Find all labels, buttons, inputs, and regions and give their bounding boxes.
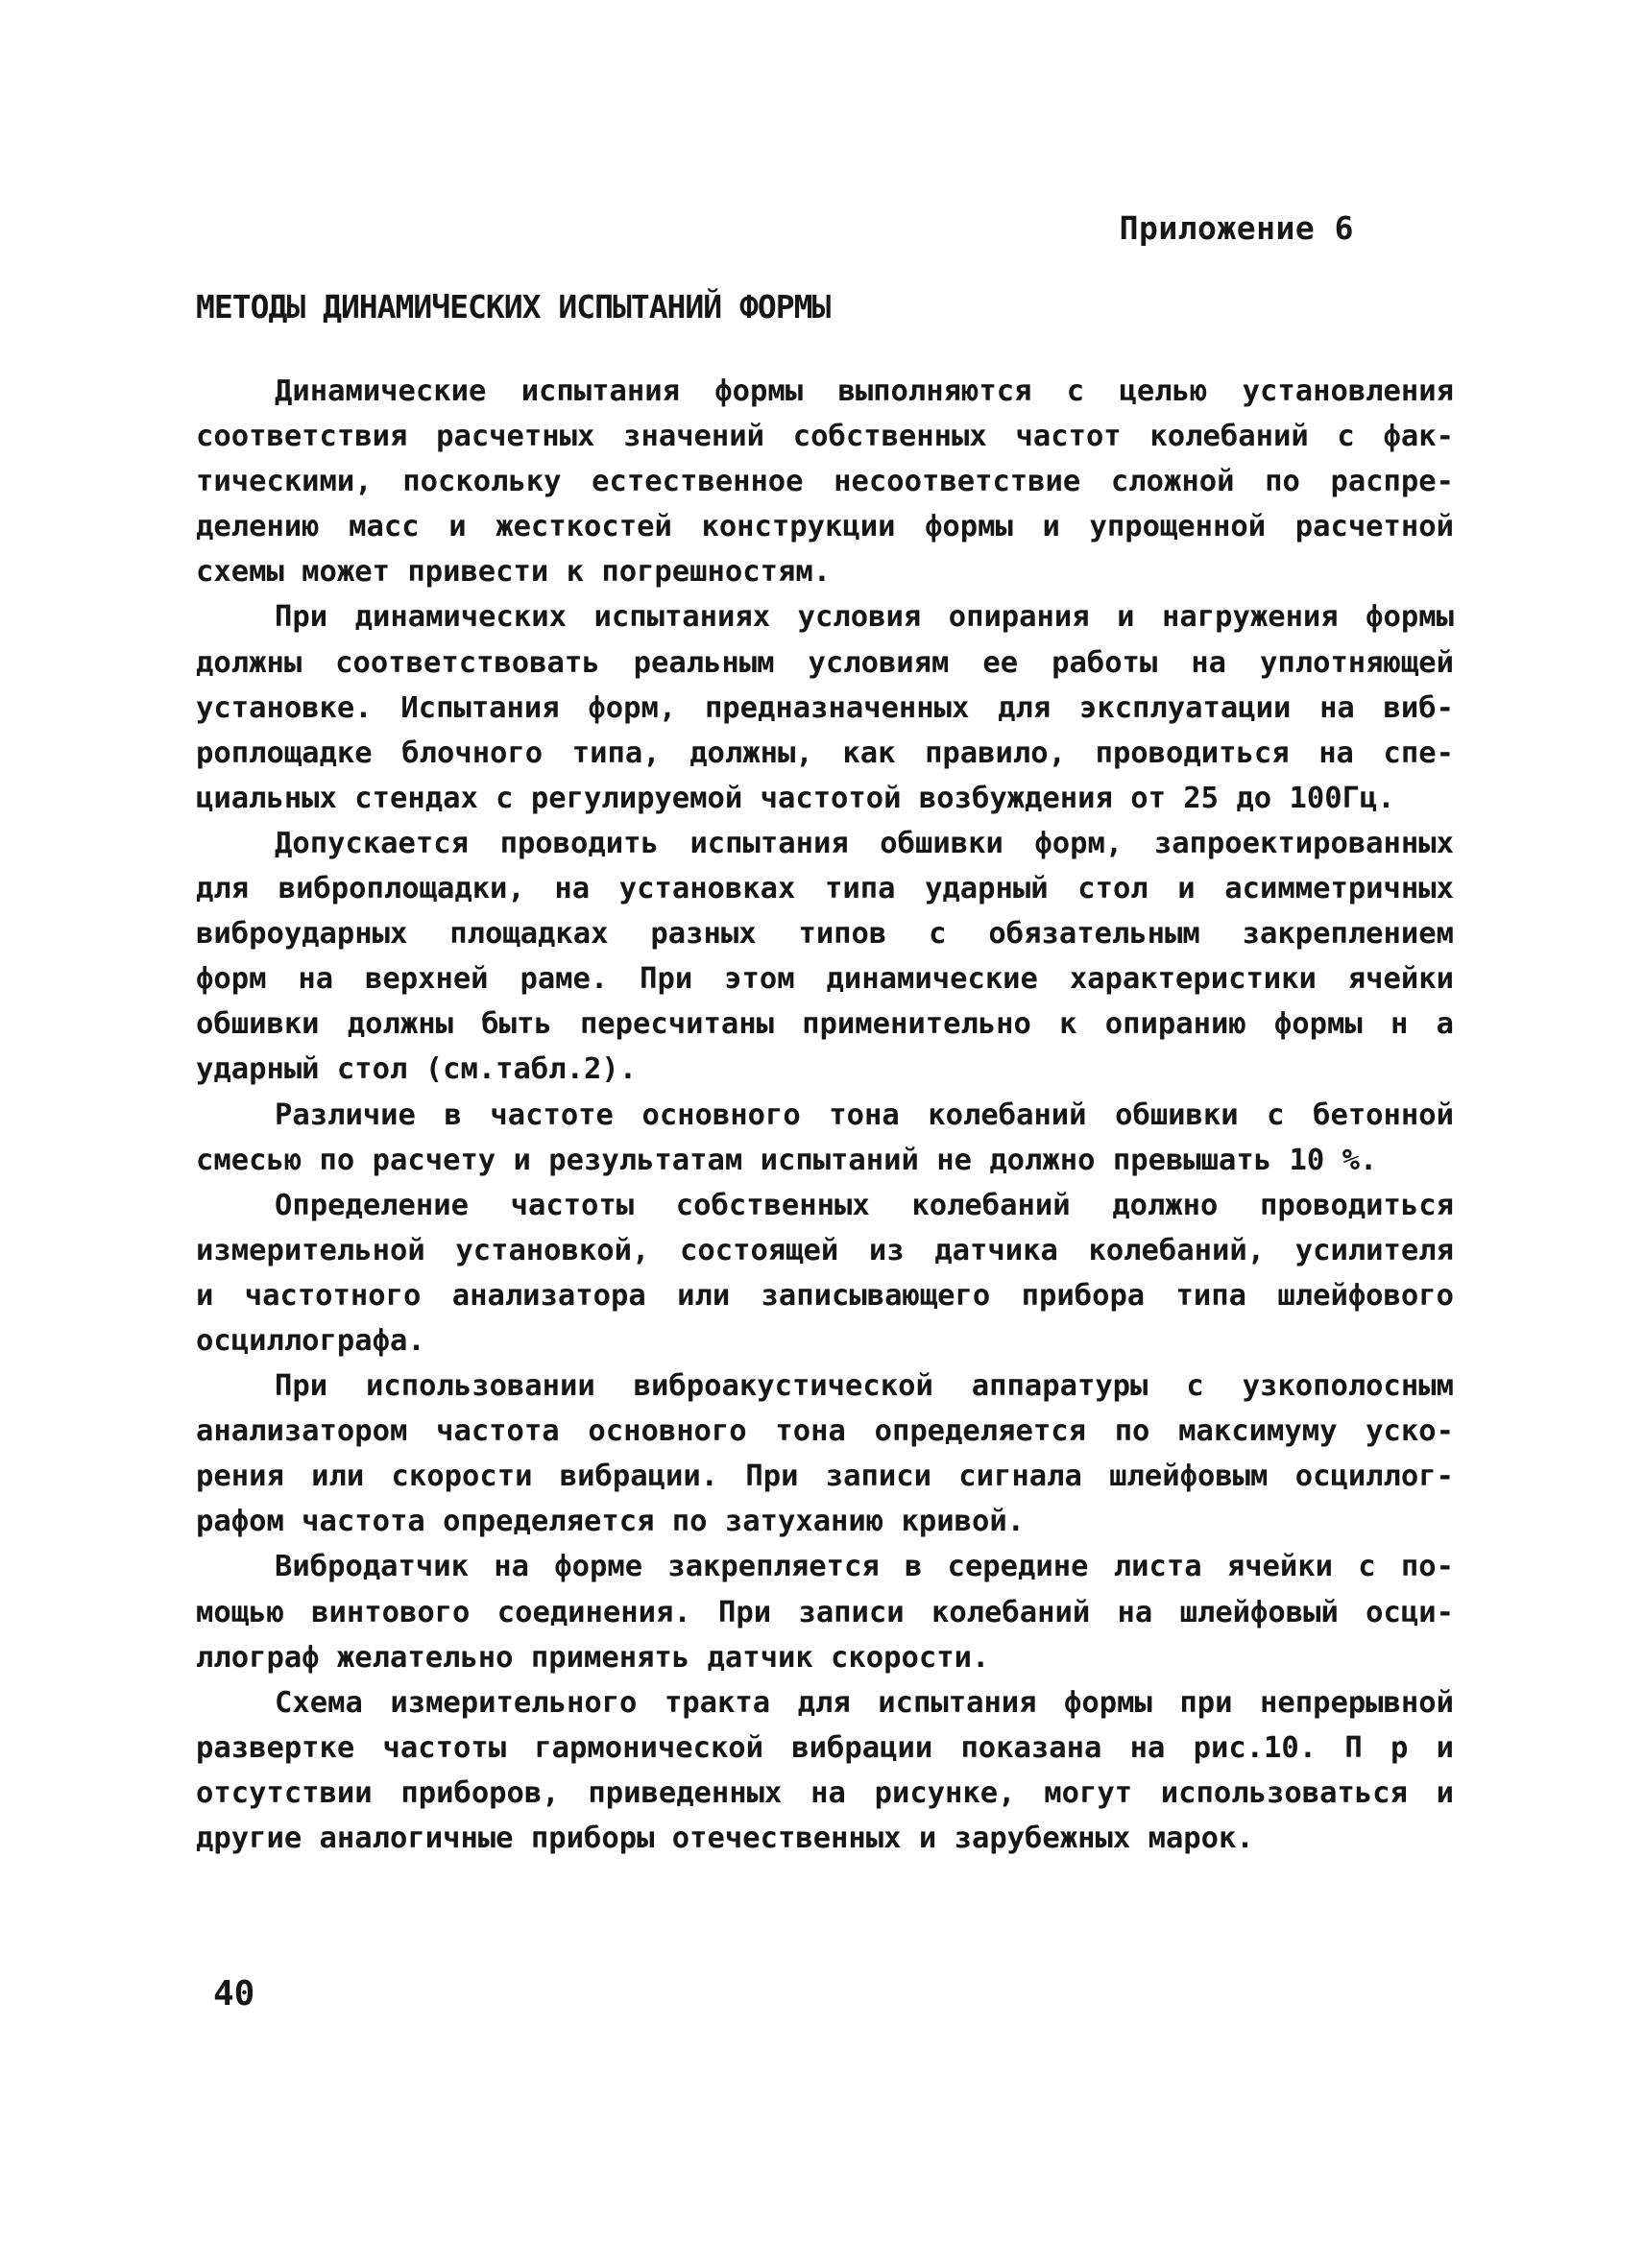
text-line: Схема измерительного тракта для испытания формы при непрерывной — [275, 1685, 1454, 1720]
text-line: Вибродатчик на форме закрепляется в середине листа ячейки с по- — [275, 1550, 1454, 1584]
page-number: 40 — [213, 1974, 255, 2014]
paragraph — [196, 1093, 1454, 1183]
section-title: МЕТОДЫ ДИНАМИЧЕСКИХ ИСПЫТАНИЙ ФОРМЫ — [196, 288, 831, 326]
text-line: рения или скорости вибрации. При записи сигнала шлейфовым осциллог- — [196, 1460, 1454, 1494]
text-line: циальных стендах с регулируемой частотой возбуждения от 25 до 100Гц. — [196, 781, 1395, 815]
text-line: ллограф желательно применять датчик скорости. — [196, 1640, 990, 1675]
text-line: При использовании виброакустической аппаратуры с узкополосным — [275, 1369, 1454, 1404]
text-line: делению масс и жесткостей конструкции формы и упрощенной расчетной — [196, 510, 1454, 544]
text-line: форм на верхней раме. При этом динамические характеристики ячейки — [196, 962, 1454, 997]
paragraph — [196, 1680, 1454, 1861]
text-line: установке. Испытания форм, предназначенных для эксплуатации на виб- — [196, 690, 1454, 725]
text-line: виброударных площадках разных типов с обязательным закреплением — [196, 917, 1454, 952]
text-line: другие аналогичные приборы отечественных и зарубежных марок. — [196, 1822, 1254, 1855]
text-line: для виброплощадки, на установках типа ударный стол и асимметричных — [196, 872, 1454, 906]
text-line: мощью винтового соединения. При записи колебаний на шлейфовый осци- — [196, 1595, 1454, 1629]
text-line: должны соответствовать реальным условиям ее работы на уплотняющей — [196, 645, 1454, 680]
text-line: соответствия расчетных значений собственных частот колебаний с фак- — [196, 420, 1454, 454]
text-line: Определение частоты собственных колебаний должно проводиться — [275, 1188, 1454, 1222]
appendix-label: Приложение 6 — [1119, 209, 1354, 247]
text-line: и частотного анализатора или записывающего прибора типа шлейфового — [196, 1278, 1454, 1313]
body-text — [196, 369, 1454, 1861]
text-line: ударный стол (см.табл.2). — [196, 1052, 638, 1087]
text-line: рафом частота определяется по затуханию кривой. — [196, 1505, 1026, 1539]
paragraph — [196, 369, 1454, 594]
paragraph — [196, 1544, 1454, 1679]
text-line: Различие в частоте основного тона колебаний обшивки с бетонной — [275, 1098, 1454, 1132]
text-line: роплощадке блочного типа, должны, как правило, проводиться на спе- — [196, 736, 1454, 770]
text-line: тическими, поскольку естественное несоответствие сложной по распре- — [196, 465, 1454, 499]
text-line: смесью по расчету и результатам испытаний не должно превышать 10 %. — [196, 1143, 1378, 1177]
paragraph — [196, 821, 1454, 1093]
text-line: анализатором частота основного тона определяется по максимуму уско- — [196, 1414, 1454, 1449]
paragraph — [196, 594, 1454, 820]
text-line: При динамических испытаниях условия опирания и нагружения формы — [275, 600, 1454, 635]
text-line: измерительной установкой, состоящей из датчика колебаний, усилителя — [196, 1233, 1454, 1267]
text-line: развертке частоты гармонической вибрации показана на рис.10. П р и — [196, 1730, 1454, 1765]
text-line: Динамические испытания формы выполняются с целью установления — [275, 374, 1454, 408]
text-line: Допускается проводить испытания обшивки форм, запроектированных — [275, 826, 1454, 860]
text-line: схемы может привести к погрешностям. — [196, 555, 832, 590]
text-line: отсутствии приборов, приведенных на рисунке, могут использоваться и — [196, 1775, 1454, 1810]
text-line: осциллографа. — [196, 1323, 425, 1358]
paragraph — [196, 1183, 1454, 1363]
paragraph — [196, 1363, 1454, 1544]
text-line: обшивки должны быть пересчитаны применительно к опиранию формы н а — [196, 1007, 1454, 1042]
